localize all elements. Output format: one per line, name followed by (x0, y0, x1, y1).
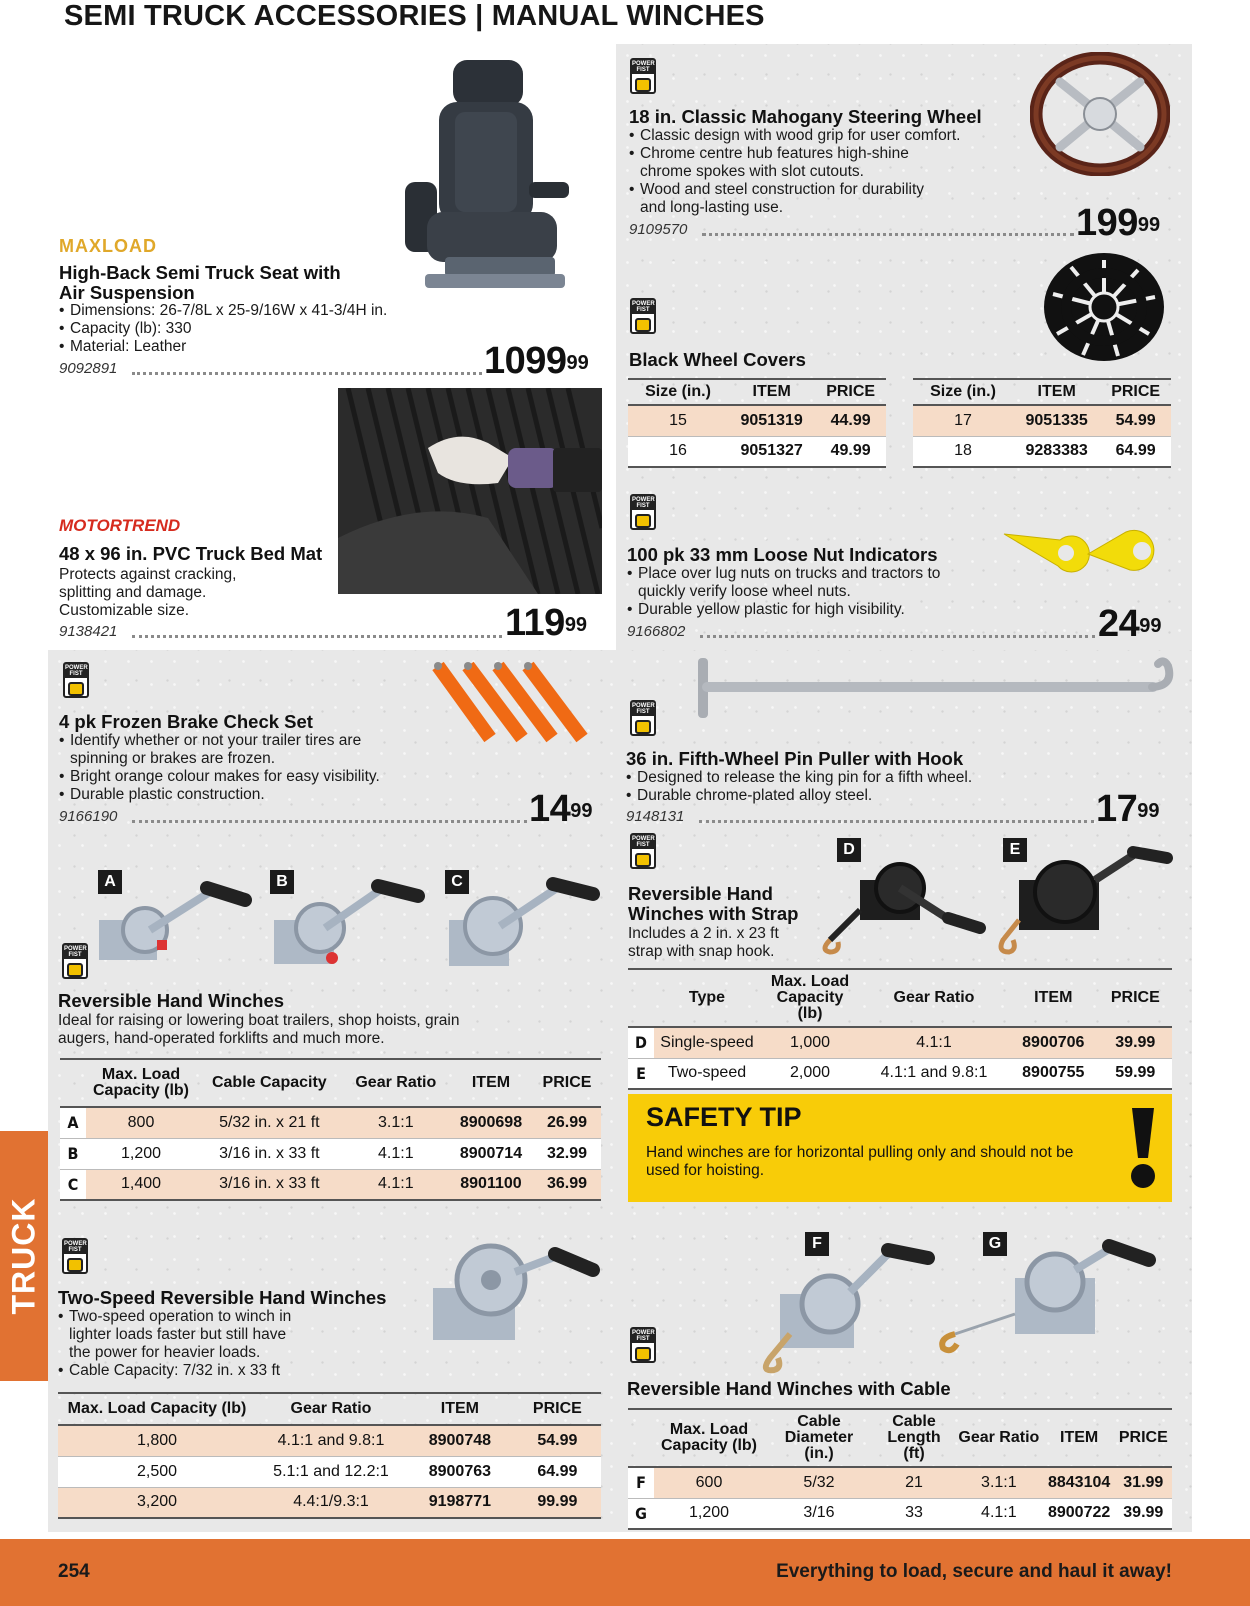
table-row: C 1,400 3/16 in. x 33 ft 4.1:1 8901100 36.99 (60, 1169, 601, 1200)
brake-check-sku: 9166190 (59, 808, 118, 825)
safety-tip-text: Hand winches are for horizontal pulling only and should not be used for hoisting. (646, 1144, 1074, 1179)
steering-bullet: • Chrome centre hub features high-shine (629, 145, 1049, 163)
pin-dot-leader (699, 819, 1094, 823)
steering-name: 18 in. Classic Mahogany Steering Wheel (629, 106, 982, 127)
powerfist-logo: POWER FIST (630, 833, 656, 869)
seat-bullets (59, 302, 479, 356)
hand-winches-desc: Ideal for raising or lowering boat trailers, shop hoists, grain augers, hand-operated forklifts and much more. (58, 1012, 460, 1047)
powerfist-logo: POWER FIST (62, 943, 88, 979)
brake-bullet: • Identify whether or not your trailer tires are (59, 732, 499, 750)
powerfist-logo: POWER FIST (630, 58, 656, 94)
two-speed-bullets (58, 1308, 398, 1380)
label-tag: A (98, 870, 122, 894)
wheel-cover-image (1043, 252, 1165, 362)
powerfist-logo: POWER FIST (63, 662, 89, 698)
table-row: 17 9051335 54.99 (913, 405, 1171, 436)
bedmat-sku: 9138421 (59, 623, 118, 640)
bedmat-name: 48 x 96 in. PVC Truck Bed Mat (59, 543, 323, 564)
maxload-logo: MAXLOAD (59, 236, 157, 256)
pin-puller-price: $17^{99}$ (1096, 788, 1160, 830)
table-header: Size (in.) ITEM PRICE (913, 379, 1171, 405)
brake-check-price: $14^{99}$ (529, 788, 593, 830)
seat-bullet: • Material: Leather (59, 338, 479, 356)
powerfist-logo: POWER FIST (630, 1327, 656, 1363)
table-header: Max. Load Capacity (lb) Gear Ratio ITEM PRICE (58, 1393, 601, 1425)
brake-dot-leader (132, 819, 527, 823)
table-row: 1,800 4.1:1 and 9.8:1 8900748 54.99 (58, 1425, 601, 1456)
table-header: Type Max. Load Capacity (lb) Gear Ratio ITEM PRICE (628, 969, 1172, 1027)
two-speed-winch-image (425, 1232, 605, 1352)
table-header: Size (in.) ITEM PRICE (628, 379, 886, 405)
nut-indicators-bullets (627, 565, 1067, 619)
hand-winches-table (60, 1058, 601, 1201)
winch-g-image (935, 1234, 1160, 1354)
steering-sku: 9109570 (629, 221, 688, 238)
label-tag: E (1003, 838, 1027, 862)
nut-bullet: • Place over lug nuts on trucks and tractors to (627, 565, 1067, 583)
steering-bullet-cont: chrome spokes with slot cutouts. (640, 163, 864, 180)
wheel-covers-table-left (628, 378, 886, 468)
bedmat-dot-leader (132, 634, 502, 638)
nut-bullet-cont: quickly verify loose wheel nuts. (638, 583, 851, 600)
page-number: 254 (58, 1561, 90, 1582)
label-tag: B (270, 870, 294, 894)
label-tag: C (445, 870, 469, 894)
brake-check-name: 4 pk Frozen Brake Check Set (59, 711, 313, 732)
page-title: SEMI TRUCK ACCESSORIES | MANUAL WINCHES (64, 0, 765, 32)
footer-tagline: Everything to load, secure and haul it away! (776, 1561, 1172, 1582)
powerfist-logo: POWER FIST (630, 494, 656, 530)
truck-seat-image (405, 52, 580, 302)
nut-indicators-name: 100 pk 33 mm Loose Nut Indicators (627, 544, 938, 565)
safety-tip-title: SAFETY TIP (646, 1102, 802, 1132)
brake-bullet: • Bright orange colour makes for easy visibility. (59, 768, 499, 786)
pin-bullet: • Designed to release the king pin for a fifth wheel. (626, 769, 1066, 787)
steering-bullet-cont: and long-lasting use. (640, 199, 784, 216)
two-speed-bullet: • Cable Capacity: 7/32 in. x 33 ft (58, 1362, 398, 1380)
two-speed-bullet: • Two-speed operation to winch in (58, 1308, 398, 1326)
cable-winches-name: Reversible Hand Winches with Cable (627, 1378, 951, 1399)
winch-c-image (445, 870, 605, 975)
winch-a-image (95, 870, 255, 975)
table-header: Max. Load Capacity (lb) Cable Diameter (in.) Cable Length (ft) Gear Ratio ITEM PRICE (628, 1409, 1172, 1467)
wheel-covers-name: Black Wheel Covers (629, 349, 806, 370)
safety-tip-box (628, 1094, 1172, 1202)
section-tab-truck: TRUCK (0, 1131, 48, 1381)
brake-bullet: • Durable plastic construction. (59, 786, 499, 804)
two-speed-table (58, 1392, 601, 1519)
powerfist-logo: POWER FIST (62, 1238, 88, 1274)
strap-winches-name: Reversible Hand Winches with Strap (628, 883, 799, 924)
table-row: 16 9051327 49.99 (628, 436, 886, 467)
strap-winches-table (628, 968, 1172, 1090)
table-row: G 1,200 3/16 33 4.1:1 8900722 39.99 (628, 1498, 1172, 1529)
brake-bullet-cont: spinning or brakes are frozen. (70, 750, 276, 767)
two-speed-name: Two-Speed Reversible Hand Winches (58, 1287, 387, 1308)
powerfist-logo: POWER FIST (630, 700, 656, 736)
exclamation-icon (1128, 1108, 1158, 1190)
nut-indicators-sku: 9166802 (627, 623, 686, 640)
table-row: 18 9283383 64.99 (913, 436, 1171, 467)
cable-winches-table (628, 1408, 1172, 1530)
winch-e-image (995, 840, 1175, 955)
seat-price: 1099$^{99}$ (484, 340, 589, 382)
brake-check-bullets (59, 732, 499, 804)
seat-bullet: • Dimensions: 26-7/8L x 25-9/16W x 41-3/4H in. (59, 302, 479, 320)
steering-price: $199^{99}$ (1076, 202, 1161, 244)
two-speed-bullet-cont: the power for heavier loads. (69, 1344, 261, 1361)
bed-mat-image (338, 388, 602, 594)
table-row: B 1,200 3/16 in. x 33 ft 4.1:1 8900714 32.99 (60, 1138, 601, 1169)
seat-name: High-Back Semi Truck Seat with Air Suspension (59, 262, 341, 303)
powerfist-logo: POWER FIST (630, 298, 656, 334)
label-tag: F (805, 1232, 829, 1256)
winch-b-image (270, 870, 430, 975)
steering-dot-leader (702, 232, 1074, 236)
nut-bullet: • Durable yellow plastic for high visibility. (627, 601, 1067, 619)
steering-wheel-image (1030, 52, 1170, 176)
table-row: 15 9051319 44.99 (628, 405, 886, 436)
nut-indicators-price: $24^{99}$ (1098, 603, 1162, 645)
steering-bullets (629, 127, 1049, 217)
steering-bullet: • Classic design with wood grip for user comfort. (629, 127, 1049, 145)
footer-bar (0, 1539, 1250, 1606)
motortrend-logo: MOTORTREND (59, 516, 181, 535)
pin-puller-name: 36 in. Fifth-Wheel Pin Puller with Hook (626, 748, 964, 769)
seat-bullet: • Capacity (lb): 330 (59, 320, 479, 338)
label-tag: G (983, 1232, 1007, 1256)
two-speed-bullet-cont: lighter loads faster but still have (69, 1326, 287, 1343)
wheel-covers-table-right (913, 378, 1171, 468)
pin-puller-sku: 9148131 (626, 808, 685, 825)
hand-winches-name: Reversible Hand Winches (58, 990, 285, 1011)
seat-dot-leader (132, 371, 482, 375)
pin-puller-bullets (626, 769, 1066, 805)
label-tag: D (837, 838, 861, 862)
winch-d-image (820, 840, 990, 955)
table-row: E Two-speed 2,000 4.1:1 and 9.8:1 8900755 59.99 (628, 1058, 1172, 1089)
steering-bullet: • Wood and steel construction for durability (629, 181, 1049, 199)
table-row: 3,200 4.4:1/9.3:1 9198771 99.99 (58, 1487, 601, 1518)
table-row: 2,500 5.1:1 and 12.2:1 8900763 64.99 (58, 1456, 601, 1487)
bedmat-desc: Protects against cracking, splitting and damage. Customizable size. (59, 566, 237, 619)
pin-bullet: • Durable chrome-plated alloy steel. (626, 787, 1066, 805)
strap-winches-desc: Includes a 2 in. x 23 ft strap with snap hook. (628, 925, 779, 960)
table-row: F 600 5/32 21 3.1:1 8843104 31.99 (628, 1467, 1172, 1498)
table-row: D Single-speed 1,000 4.1:1 8900706 39.99 (628, 1027, 1172, 1058)
nut-dot-leader (700, 634, 1095, 638)
winch-f-image (750, 1234, 940, 1374)
table-header: Max. Load Capacity (lb) Cable Capacity Gear Ratio ITEM PRICE (60, 1059, 601, 1107)
bedmat-price: $119^{99}$ (505, 602, 588, 644)
seat-sku: 9092891 (59, 360, 118, 377)
table-row: A 800 5/32 in. x 21 ft 3.1:1 8900698 26.99 (60, 1107, 601, 1138)
pin-puller-image (692, 656, 1178, 720)
